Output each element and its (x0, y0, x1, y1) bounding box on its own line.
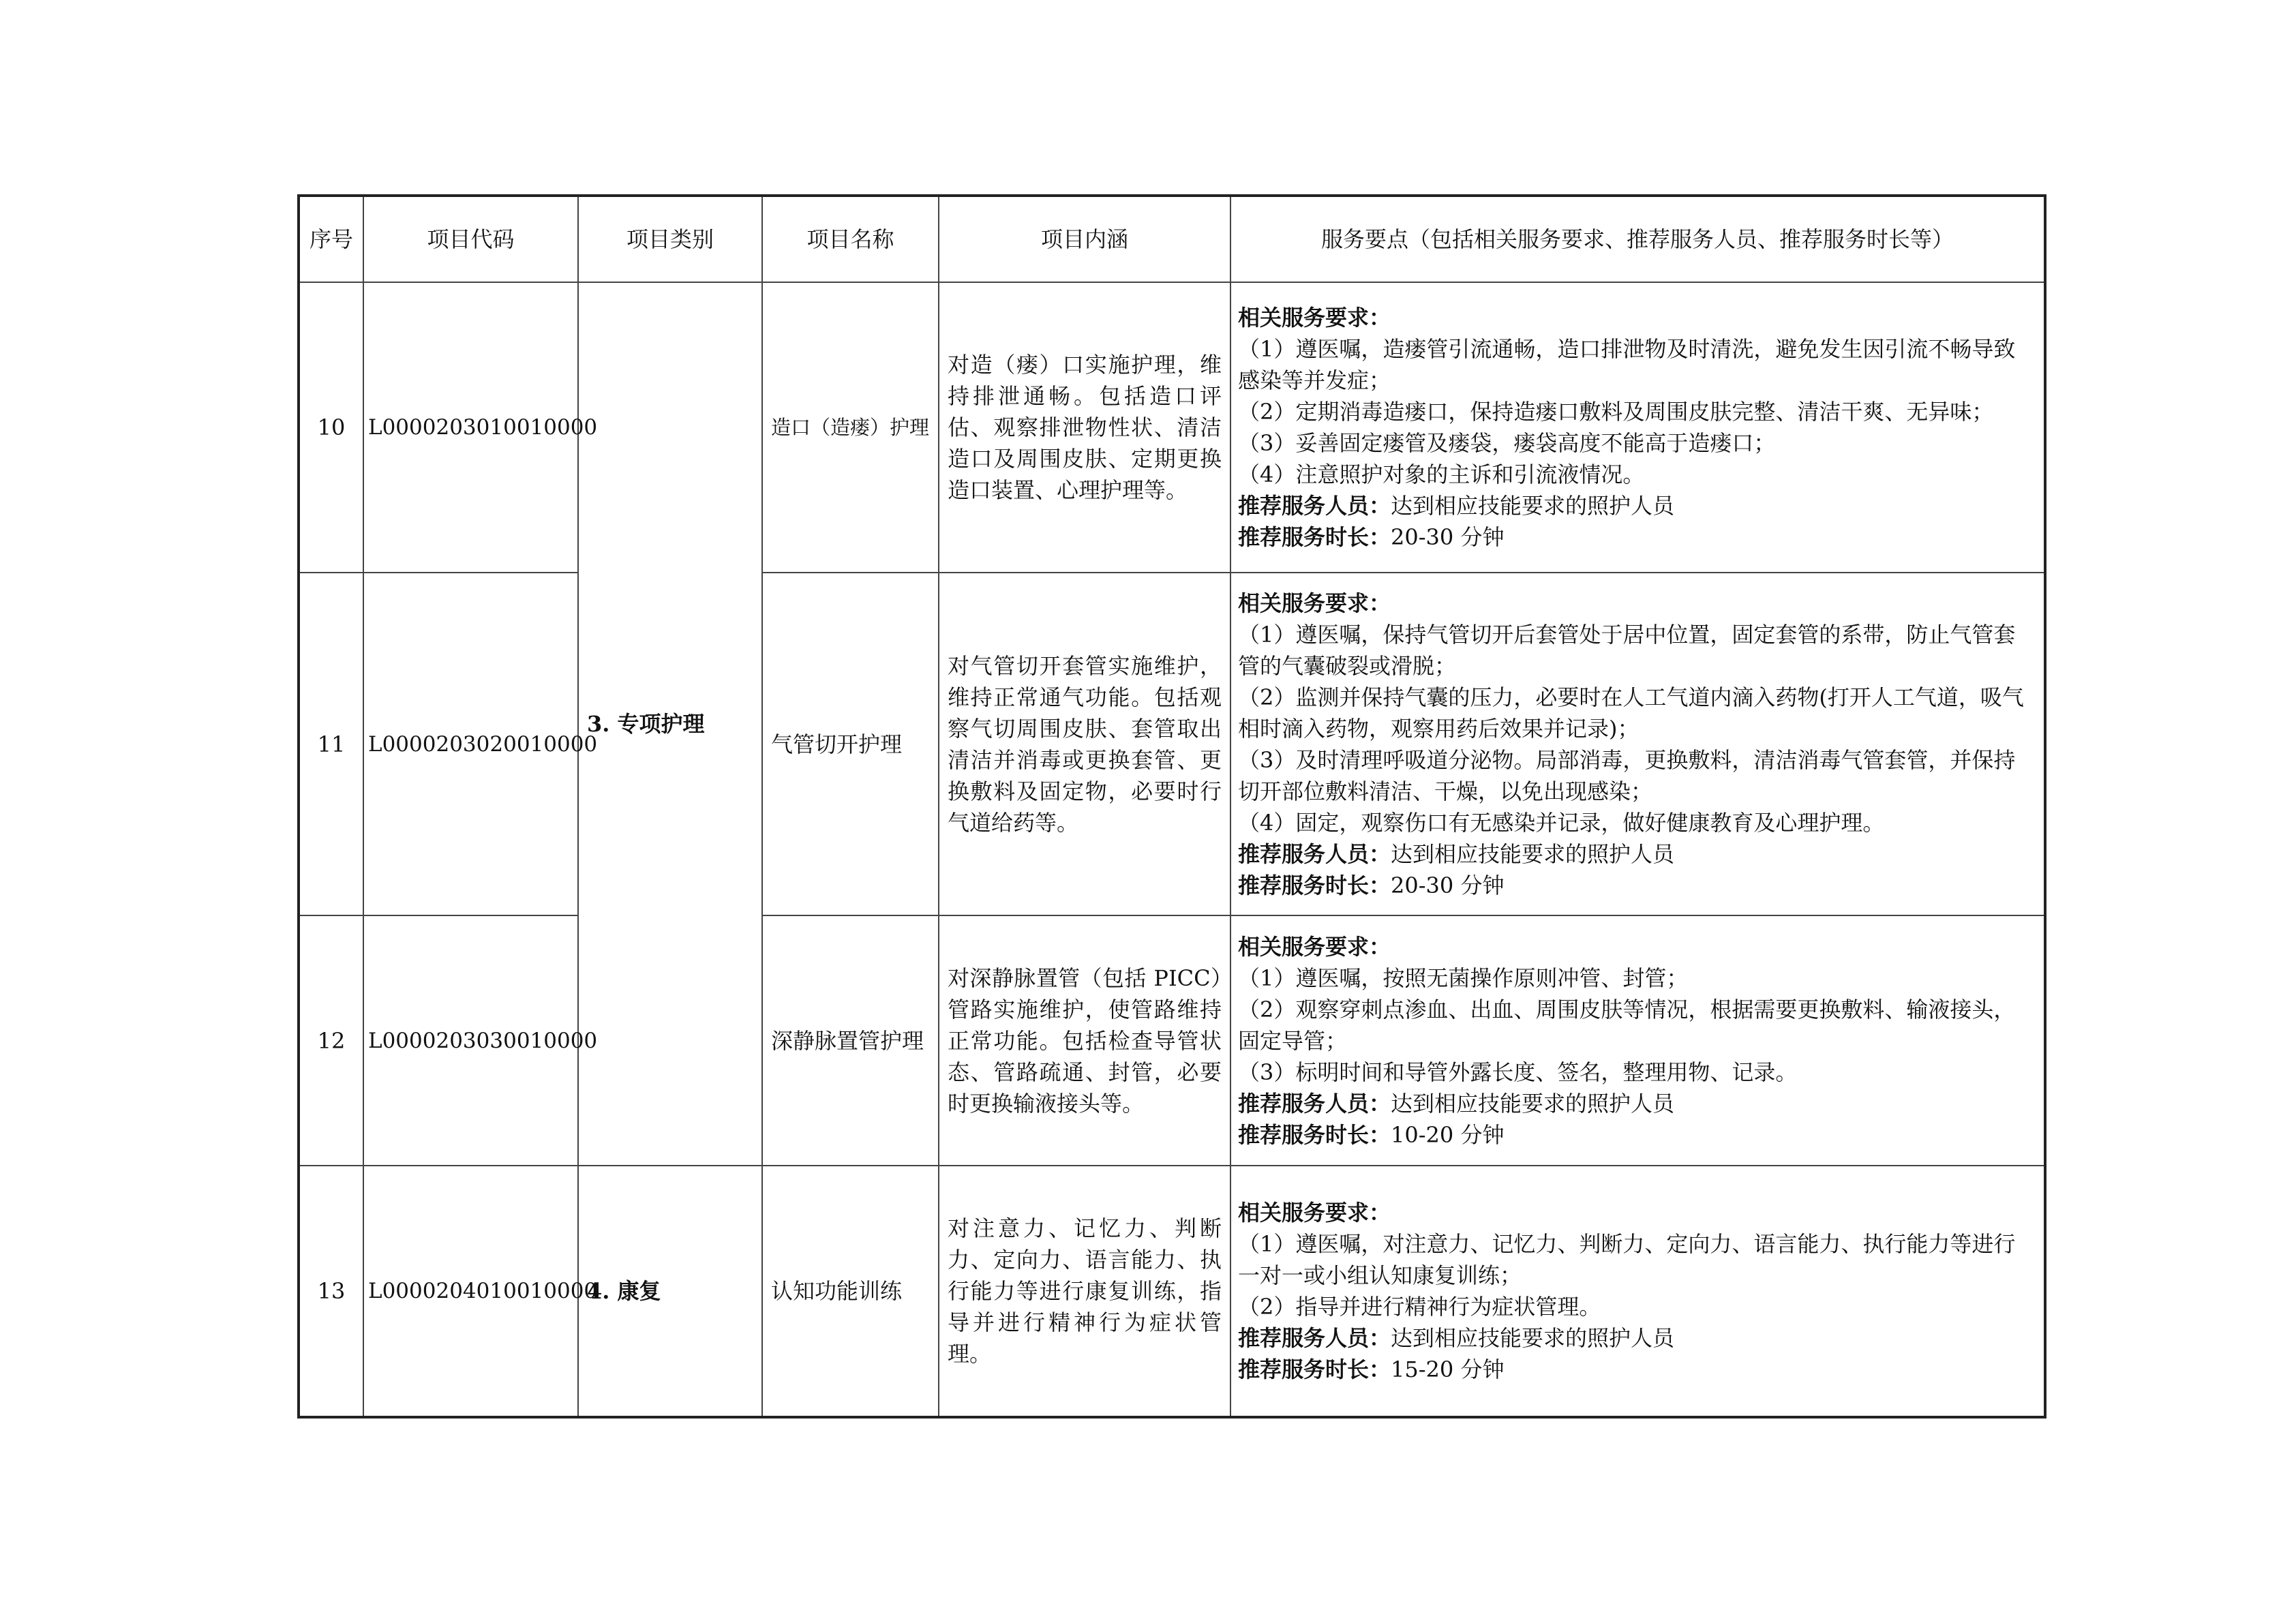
requirement-item: （3）标明时间和导管外露长度、签名，整理用物、记录。 (1238, 1059, 1798, 1085)
item-code: L0000203010010000 (363, 282, 578, 573)
item-name: 认知功能训练 (762, 1166, 939, 1417)
recommended-duration (1238, 1119, 2037, 1151)
duration-value: 15-20 分钟 (1391, 1356, 1505, 1382)
requirements-label: 相关服务要求： (1238, 933, 1391, 960)
requirements-label: 相关服务要求： (1238, 305, 1391, 331)
item-description: 对气管切开套管实施维护，维持正常通气功能。包括观察气切周围皮肤、套管取出清洁并消毒或更换套管、更换敷料及固定物，必要时行气道给药等。 (939, 573, 1230, 915)
service-points (1230, 1166, 2045, 1417)
item-name: 造口（造瘘）护理 (762, 282, 939, 573)
header-category: 项目类别 (578, 196, 762, 282)
staff-label: 推荐服务人员： (1238, 493, 1391, 519)
requirement-item: （2）监测并保持气囊的压力，必要时在人工气道内滴入药物(打开人工气道，吸气相时滴入药物，观察用药后效果并记录)； (1238, 684, 2024, 742)
requirement-item: （4）注意照护对象的主诉和引流液情况。 (1238, 461, 1645, 487)
recommended-staff (1238, 1322, 2037, 1354)
staff-label: 推荐服务人员： (1238, 840, 1391, 867)
header-name: 项目名称 (762, 196, 939, 282)
staff-value: 达到相应技能要求的照护人员 (1391, 493, 1675, 519)
duration-label: 推荐服务时长： (1238, 1121, 1391, 1148)
requirement-item: （1）遵医嘱，造瘘管引流通畅，造口排泄物及时清洗，避免发生因引流不畅导致感染等并发症； (1238, 336, 2016, 393)
duration-label: 推荐服务时长： (1238, 872, 1391, 898)
requirement-item: （2）指导并进行精神行为症状管理。 (1238, 1294, 1601, 1320)
duration-value: 10-20 分钟 (1391, 1121, 1505, 1148)
staff-label: 推荐服务人员： (1238, 1090, 1391, 1117)
duration-value: 20-30 分钟 (1391, 524, 1505, 550)
recommended-duration (1238, 1354, 2037, 1385)
recommended-staff (1238, 490, 2037, 521)
table-row (299, 1166, 2045, 1417)
item-description: 对深静脉置管（包括 PICC）管路实施维护，使管路维持正常功能。包括检查导管状态、管路疏通、封管，必要时更换输液接头等。 (939, 915, 1230, 1166)
header-row (299, 196, 2045, 282)
service-items-table (297, 194, 2046, 1419)
recommended-staff (1238, 1088, 2037, 1119)
duration-value: 20-30 分钟 (1391, 872, 1505, 898)
requirement-item: （4）固定，观察伤口有无感染并记录，做好健康教育及心理护理。 (1238, 809, 1885, 836)
header-service-points: 服务要点（包括相关服务要求、推荐服务人员、推荐服务时长等） (1230, 196, 2045, 282)
requirement-item: （3）及时清理呼吸道分泌物。局部消毒，更换敷料，清洁消毒气管套管，并保持切开部位敷料清洁、干燥，以免出现感染； (1238, 746, 2016, 804)
header-description: 项目内涵 (939, 196, 1230, 282)
requirements-label: 相关服务要求： (1238, 590, 1391, 616)
staff-value: 达到相应技能要求的照护人员 (1391, 1325, 1675, 1351)
row-number: 13 (299, 1166, 363, 1417)
item-description: 对造（瘘）口实施护理，维持排泄通畅。包括造口评估、观察排泄物性状、清洁造口及周围皮肤、定期更换造口装置、心理护理等。 (939, 282, 1230, 573)
table-row (299, 573, 2045, 915)
table-row (299, 282, 2045, 573)
duration-label: 推荐服务时长： (1238, 1356, 1391, 1382)
item-code: L0000203020010000 (363, 573, 578, 915)
recommended-duration (1238, 870, 2037, 901)
row-number: 10 (299, 282, 363, 573)
recommended-duration (1238, 521, 2037, 553)
item-code: L0000203030010000 (363, 915, 578, 1166)
item-category: 3. 专项护理 (578, 282, 762, 1166)
item-name: 气管切开护理 (762, 573, 939, 915)
item-code: L0000204010010000 (363, 1166, 578, 1417)
recommended-staff (1238, 838, 2037, 870)
requirements-label: 相关服务要求： (1238, 1200, 1391, 1226)
staff-label: 推荐服务人员： (1238, 1325, 1391, 1351)
service-points (1230, 573, 2045, 915)
duration-label: 推荐服务时长： (1238, 524, 1391, 550)
service-points (1230, 915, 2045, 1166)
table-row (299, 915, 2045, 1166)
requirement-item: （2）观察穿刺点渗血、出血、周围皮肤等情况，根据需要更换敷料、输液接头，固定导管； (1238, 996, 2016, 1054)
staff-value: 达到相应技能要求的照护人员 (1391, 840, 1675, 867)
header-code: 项目代码 (363, 196, 578, 282)
requirement-item: （1）遵医嘱，对注意力、记忆力、判断力、定向力、语言能力、执行能力等进行一对一或小组认知康复训练； (1238, 1231, 2016, 1288)
requirement-item: （1）遵医嘱，保持气管切开后套管处于居中位置，固定套管的系带，防止气管套管的气囊破裂或滑脱； (1238, 621, 2016, 679)
header-no: 序号 (299, 196, 363, 282)
staff-value: 达到相应技能要求的照护人员 (1391, 1090, 1675, 1117)
row-number: 12 (299, 915, 363, 1166)
requirement-item: （1）遵医嘱，按照无菌操作原则冲管、封管； (1238, 965, 1689, 991)
item-category: 4. 康复 (578, 1166, 762, 1417)
requirement-item: （3）妥善固定瘘管及瘘袋，瘘袋高度不能高于造瘘口； (1238, 430, 1776, 456)
service-points (1230, 282, 2045, 573)
row-number: 11 (299, 573, 363, 915)
item-description: 对注意力、记忆力、判断力、定向力、语言能力、执行能力等进行康复训练，指导并进行精神行为症状管理。 (939, 1166, 1230, 1417)
item-name: 深静脉置管护理 (762, 915, 939, 1166)
requirement-item: （2）定期消毒造瘘口，保持造瘘口敷料及周围皮肤完整、清洁干爽、无异味； (1238, 399, 1994, 425)
